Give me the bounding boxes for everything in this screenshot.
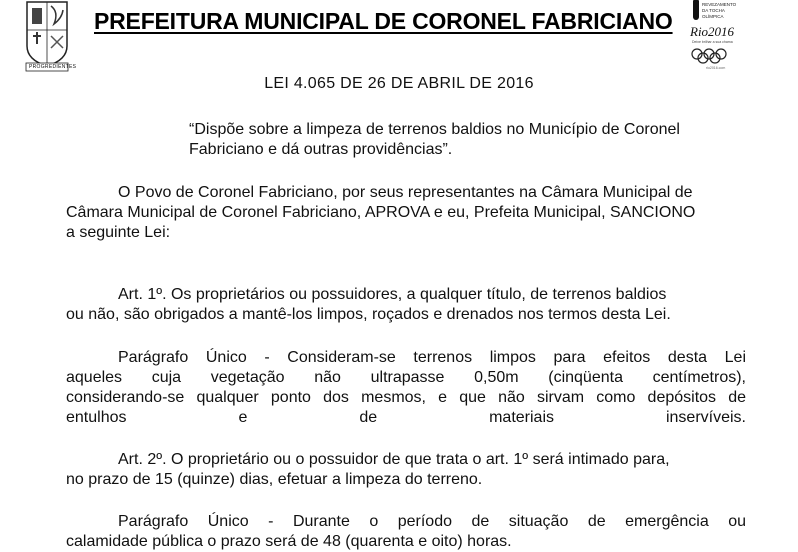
paragraph-line: ou não, são obrigados a mantê-los limpos, roçados e drenados nos termos desta Lei. [66, 306, 671, 323]
paragraph-line: Art. 1º. Os proprietários ou possuidores, a qualquer título, de terrenos baldios [118, 286, 667, 303]
olympic-rings-icon [690, 48, 740, 64]
paragraph-line: O Povo de Coronel Fabriciano, por seus representantes na Câmara Municipal de [118, 184, 693, 201]
paragraph-line: considerando-se qualquer ponto dos mesmos, e que não sirvam como depósitos de [66, 389, 746, 406]
ementa-line: “Dispõe sobre a limpeza de terrenos baldios no Município de Coronel [189, 121, 680, 138]
paragraph-line: a seguinte Lei: [66, 224, 171, 241]
paragraph-line: entulhos e de materiais inservíveis. [66, 409, 746, 426]
article-2-sole-paragraph [66, 512, 746, 552]
badge-slogan: Deixe brilhar a sua chama [692, 40, 733, 44]
crest-banner-text: PROGREDIENTES [29, 64, 77, 70]
paragraph-line: Art. 2º. O proprietário ou o possuidor de que trata o art. 1º será intimado para, [118, 451, 670, 468]
badge-line-2: DA TOCHA [702, 8, 725, 13]
torch-icon [693, 0, 699, 20]
ementa-line: Fabriciano e dá outras providências”. [189, 141, 453, 158]
article-2 [66, 450, 746, 490]
intro-paragraph [66, 183, 746, 243]
article-1-sole-paragraph [66, 348, 746, 428]
rio2016-wordmark: Rio2016 [690, 24, 735, 39]
rio2016-torch-relay-logo [690, 0, 750, 72]
badge-line-1: REVEZAMENTO [702, 2, 737, 7]
badge-line-3: OLÍMPICA [702, 14, 724, 19]
municipal-crest-logo [24, 0, 77, 72]
law-title: LEI 4.065 DE 26 DE ABRIL DE 2016 [264, 75, 534, 92]
page-title: PREFEITURA MUNICIPAL DE CORONEL FABRICIANO [94, 8, 673, 34]
article-1 [66, 285, 746, 325]
law-ementa [189, 120, 769, 160]
paragraph-line: Parágrafo Único - Durante o período de situação de emergência ou [118, 513, 746, 530]
paragraph-line: aqueles cuja vegetação não ultrapasse 0,50m (cinqüenta centímetros), [66, 369, 746, 386]
badge-footer: rio2016.com [706, 66, 726, 70]
paragraph-line: Câmara Municipal de Coronel Fabriciano, APROVA e eu, Prefeita Municipal, SANCIONO [66, 204, 696, 221]
paragraph-line: calamidade pública o prazo será de 48 (quarenta e oito) horas. [66, 533, 512, 550]
paragraph-line: no prazo de 15 (quinze) dias, efetuar a limpeza do terreno. [66, 471, 483, 488]
paragraph-line: Parágrafo Único - Consideram-se terrenos limpos para efeitos desta Lei [118, 349, 746, 366]
